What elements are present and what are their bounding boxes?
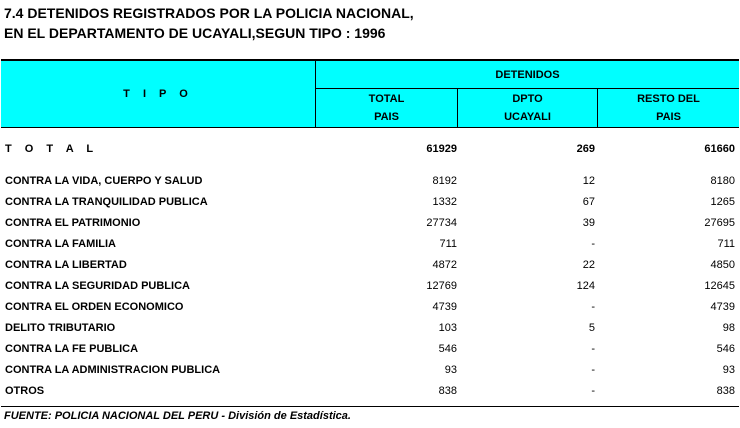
row-total-pais: 711 [439,238,457,250]
row-dpto-ucayali: - [591,385,595,397]
row-label: CONTRA EL ORDEN ECONOMICO [5,301,184,313]
row-total-pais: 4872 [432,259,457,271]
row-total-pais: 93 [444,364,457,376]
row-dpto-ucayali: 124 [576,280,595,292]
row-total-pais: 12769 [426,280,457,292]
row-dpto-ucayali: 67 [582,196,595,208]
row-dpto-ucayali: 12 [582,175,595,187]
table-row [0,320,740,340]
total-ucayali-value: 269 [576,143,595,155]
table-row [0,173,740,193]
row-total-pais: 1332 [432,196,457,208]
row-total-pais: 4739 [432,301,457,313]
table-header [1,59,739,128]
row-dpto-ucayali: - [591,301,595,313]
header-dpto-ucayali-line-2: UCAYALI [504,111,551,123]
row-label: CONTRA EL PATRIMONIO [5,217,141,229]
table-row [0,362,740,382]
row-total-pais: 546 [438,343,457,355]
row-dpto-ucayali: - [591,238,595,250]
row-total-pais: 103 [438,322,457,334]
row-resto-del-pais: 93 [722,364,735,376]
row-label: DELITO TRIBUTARIO [5,322,116,334]
header-detenidos-group: DETENIDOS [316,61,739,89]
table-title-line-2: EN EL DEPARTAMENTO DE UCAYALI,SEGUN TIPO : 1996 [4,25,386,41]
table-title-line-1: 7.4 DETENIDOS REGISTRADOS POR LA POLICIA NACIONAL, [4,5,414,21]
row-dpto-ucayali: 39 [582,217,595,229]
row-resto-del-pais: 838 [716,385,735,397]
table-bottom-rule [1,406,739,407]
table-row [0,383,740,403]
total-pais-value: 61929 [426,143,457,155]
row-label: CONTRA LA VIDA, CUERPO Y SALUD [5,175,203,187]
table-row [0,299,740,319]
header-total-pais-line-1: TOTAL [368,93,405,105]
row-label: CONTRA LA FAMILIA [5,238,117,250]
row-resto-del-pais: 12645 [704,280,735,292]
row-resto-del-pais: 546 [716,343,735,355]
row-resto-del-pais: 27695 [704,217,735,229]
row-resto-del-pais: 711 [717,238,735,250]
total-resto-value: 61660 [704,143,735,155]
header-total-pais-line-2: PAIS [374,111,399,123]
row-dpto-ucayali: 5 [588,322,595,334]
row-resto-del-pais: 4739 [710,301,735,313]
header-resto-del-pais-line-1: RESTO DEL [637,93,700,105]
row-dpto-ucayali: 22 [582,259,595,271]
header-resto-del-pais-line-2: PAIS [656,111,681,123]
table-row [0,257,740,277]
row-resto-del-pais: 98 [722,322,735,334]
row-total-pais: 8192 [432,175,457,187]
row-resto-del-pais: 4850 [710,259,735,271]
header-dpto-ucayali-line-1: DPTO [512,93,543,105]
total-row [0,141,740,161]
row-label: CONTRA LA LIBERTAD [5,259,127,271]
row-dpto-ucayali: - [591,343,595,355]
row-dpto-ucayali: - [591,364,595,376]
header-resto-del-pais [598,89,739,127]
row-total-pais: 27734 [426,217,457,229]
table-row [0,194,740,214]
total-row-label: T O T A L [5,143,99,155]
row-label: CONTRA LA SEGURIDAD PUBLICA [5,280,190,292]
row-resto-del-pais: 8180 [710,175,735,187]
header-tipo: T I P O [1,61,316,127]
row-label: CONTRA LA TRANQUILIDAD PUBLICA [5,196,208,208]
row-label: OTROS [5,385,45,397]
header-dpto-ucayali [458,89,598,127]
table-row [0,236,740,256]
row-total-pais: 838 [438,385,457,397]
table-row [0,278,740,298]
table-row [0,341,740,361]
row-label: CONTRA LA FE PUBLICA [5,343,139,355]
header-total-pais [316,89,458,127]
source-note: FUENTE: POLICIA NACIONAL DEL PERU - División de Estadística. [4,410,351,422]
table-row [0,215,740,235]
row-label: CONTRA LA ADMINISTRACION PUBLICA [5,364,221,376]
row-resto-del-pais: 1265 [710,196,735,208]
